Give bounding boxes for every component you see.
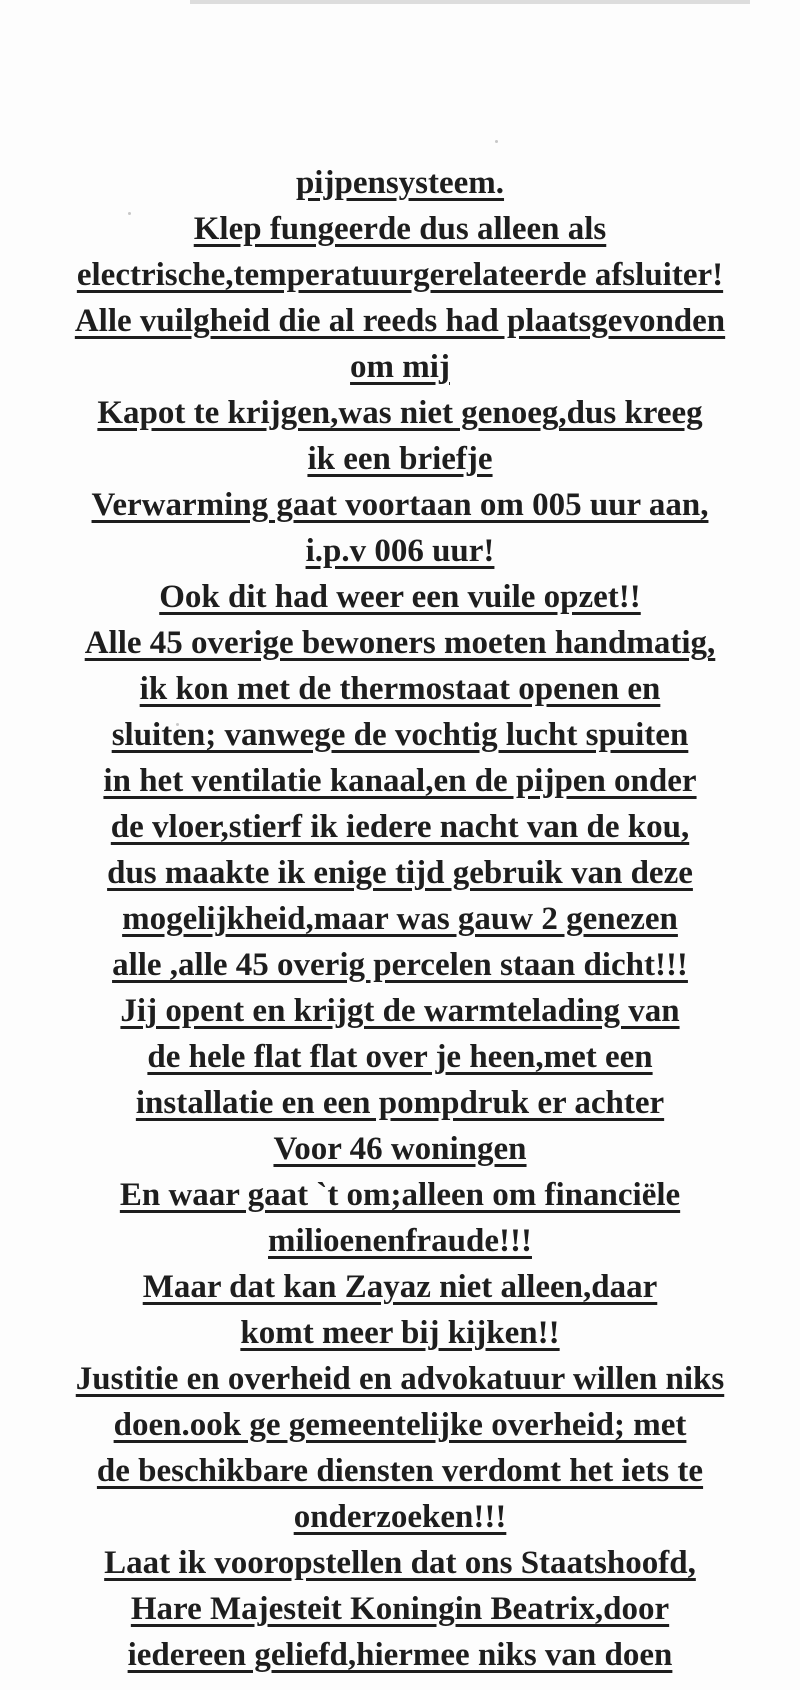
text-line: ik kon met de thermostaat openen en	[139, 671, 661, 707]
text-line: dus maakte ik enige tijd gebruik van deze	[107, 855, 693, 891]
text-line: electrische,temperatuurgerelateerde afsluiter!	[76, 257, 724, 293]
text-line: iedereen geliefd,hiermee niks van doen	[127, 1637, 673, 1673]
text-line: En waar gaat `t om;alleen om financiële	[119, 1177, 681, 1213]
text-line: mogelijkheid,maar was gauw 2 genezen	[122, 901, 678, 937]
text-line: Alle 45 overige bewoners moeten handmatig,	[84, 625, 716, 661]
text-line: in het ventilatie kanaal,en de pijpen onder	[103, 763, 697, 799]
letter-text	[0, 160, 800, 1678]
text-line: pijpensysteem.	[295, 165, 505, 201]
text-line: komt meer bij kijken!!	[240, 1315, 560, 1351]
text-line: ik een briefje	[307, 441, 493, 477]
scan-speck	[495, 140, 498, 143]
text-line: Verwarming gaat voortaan om 005 uur aan,	[91, 487, 709, 523]
scan-edge-mark	[190, 0, 750, 4]
text-line: Ook dit had weer een vuile opzet!!	[159, 579, 641, 615]
text-line: de vloer,stierf ik iedere nacht van de kou,	[110, 809, 690, 845]
text-line: doen.ook ge gemeentelijke overheid; met	[113, 1407, 687, 1443]
text-line: de hele flat flat over je heen,met een	[147, 1039, 653, 1075]
text-line: de beschikbare diensten verdomt het iets te	[96, 1453, 704, 1489]
text-line: Alle vuilgheid die al reeds had plaatsgevonden	[74, 303, 726, 339]
text-line: installatie en een pompdruk er achter	[135, 1085, 665, 1121]
text-line: Klep fungeerde dus alleen als	[193, 211, 607, 247]
text-line: alle ,alle 45 overig percelen staan dicht!!!	[112, 947, 688, 983]
text-line: sluiten; vanwege de vochtig lucht spuiten	[111, 717, 689, 753]
text-line: Jij opent en krijgt de warmtelading van	[120, 993, 680, 1029]
text-line: Laat ik vooropstellen dat ons Staatshoofd,	[104, 1545, 696, 1581]
text-line: Maar dat kan Zayaz niet alleen,daar	[142, 1269, 658, 1305]
text-line: om mij	[350, 349, 450, 385]
text-line: milioenenfraude!!!	[268, 1223, 532, 1259]
text-line: Kapot te krijgen,was niet genoeg,dus kreeg	[97, 395, 703, 431]
text-line: Voor 46 woningen	[273, 1131, 527, 1167]
text-line: Hare Majesteit Koningin Beatrix,door	[130, 1591, 670, 1627]
text-line: Justitie en overheid en advokatuur willen niks	[75, 1361, 725, 1397]
text-line: i.p.v 006 uur!	[305, 533, 495, 569]
text-line: onderzoeken!!!	[293, 1499, 507, 1535]
